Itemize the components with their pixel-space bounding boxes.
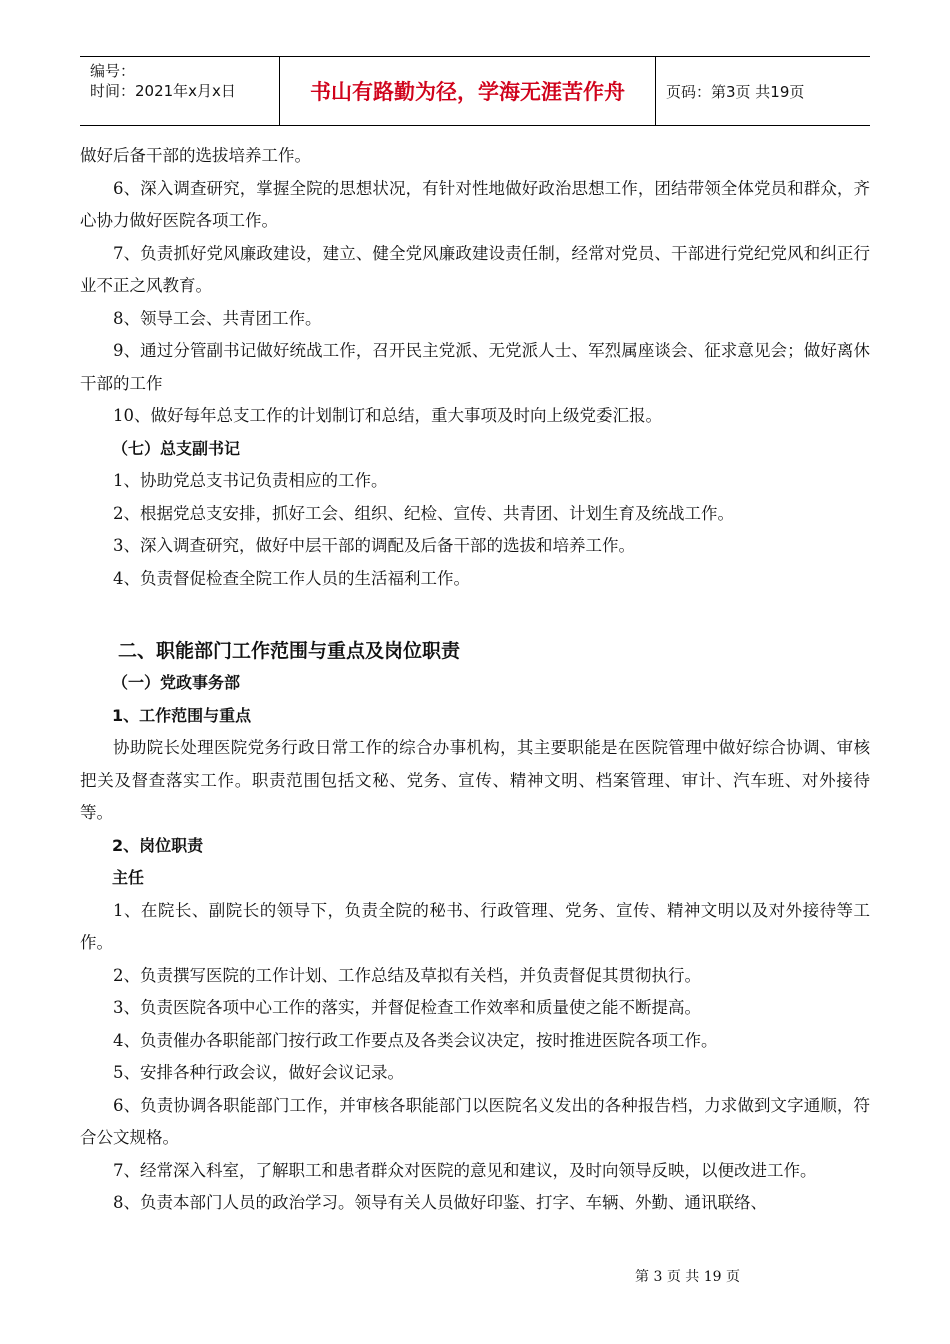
paragraph: 1、在院长、副院长的领导下，负责全院的秘书、行政管理、党务、宣传、精神文明以及对外接待等工作。: [80, 900, 870, 952]
document-body: [80, 140, 870, 1220]
paragraph: 8、负责本部门人员的政治学习。领导有关人员做好印鉴、打字、车辆、外勤、通讯联络、: [113, 1193, 767, 1212]
paragraph: 7、经常深入科室，了解职工和患者群众对医院的意见和建议，及时向领导反映，以便改进工作。: [113, 1160, 817, 1180]
paragraph: 9、通过分管副书记做好统战工作，召开民主党派、无党派人士、军烈属座谈会、征求意见会；做好离休干部的工作: [80, 341, 870, 393]
header-page-number: 页码：第3页 共19页: [666, 82, 805, 101]
role-heading: 主任: [112, 868, 145, 887]
header-motto: 书山有路勤为径，学海无涯苦作舟: [280, 57, 656, 125]
paragraph: 6、负责协调各职能部门工作，并审核各职能部门以医院名义发出的各种报告档，力求做到文字通顺，符合公文规格。: [80, 1095, 870, 1147]
page-header: [80, 56, 870, 126]
paragraph: 4、负责催办各职能部门按行政工作要点及各类会议决定，按时推进医院各项工作。: [113, 1030, 718, 1050]
paragraph: 6、深入调查研究，掌握全院的思想状况，有针对性地做好政治思想工作，团结带领全体党员和群众，齐心协力做好医院各项工作。: [80, 178, 870, 230]
section-heading: 二、职能部门工作范围与重点及岗位职责: [118, 640, 461, 662]
document-number-label: 编号：: [90, 62, 136, 80]
paragraph: 3、负责医院各项中心工作的落实，并督促检查工作效率和质量使之能不断提高。: [113, 998, 701, 1017]
paragraph: 1、协助党总支书记负责相应的工作。: [113, 471, 388, 490]
paragraph: 3、深入调查研究，做好中层干部的调配及后备干部的选拔和培养工作。: [113, 536, 635, 555]
subsection-heading: 2、岗位职责: [112, 835, 204, 855]
paragraph: 10、做好每年总支工作的计划制订和总结，重大事项及时向上级党委汇报。: [113, 406, 662, 425]
subsection-heading: （一）党政事务部: [112, 673, 241, 692]
subsection-heading: （七）总支副书记: [112, 438, 241, 458]
subsection-heading: 1、工作范围与重点: [112, 705, 252, 725]
page-footer: 第 3 页 共 19 页: [635, 1269, 740, 1285]
paragraph: 2、负责撰写医院的工作计划、工作总结及草拟有关档，并负责督促其贯彻执行。: [113, 965, 701, 985]
paragraph: 协助院长处理医院党务行政日常工作的综合办事机构，其主要职能是在医院管理中做好综合协调、审核把关及督查落实工作。职责范围包括文秘、党务、宣传、精神文明、档案管理、审计、汽车班、对外接待等。: [80, 738, 870, 822]
header-meta: [80, 57, 280, 125]
paragraph: 5、安排各种行政会议，做好会议记录。: [113, 1063, 404, 1082]
paragraph: 4、负责督促检查全院工作人员的生活福利工作。: [113, 568, 470, 588]
paragraph: 做好后备干部的选拔培养工作。: [80, 146, 311, 165]
paragraph: 8、领导工会、共青团工作。: [113, 308, 322, 328]
document-time-label: 时间：2021年x月x日: [90, 82, 236, 100]
paragraph: 2、根据党总支安排，抓好工会、组织、纪检、宣传、共青团、计划生育及统战工作。: [113, 503, 734, 523]
paragraph: 7、负责抓好党风廉政建设，建立、健全党风廉政建设责任制，经常对党员、干部进行党纪党风和纠正行业不正之风教育。: [80, 243, 870, 295]
